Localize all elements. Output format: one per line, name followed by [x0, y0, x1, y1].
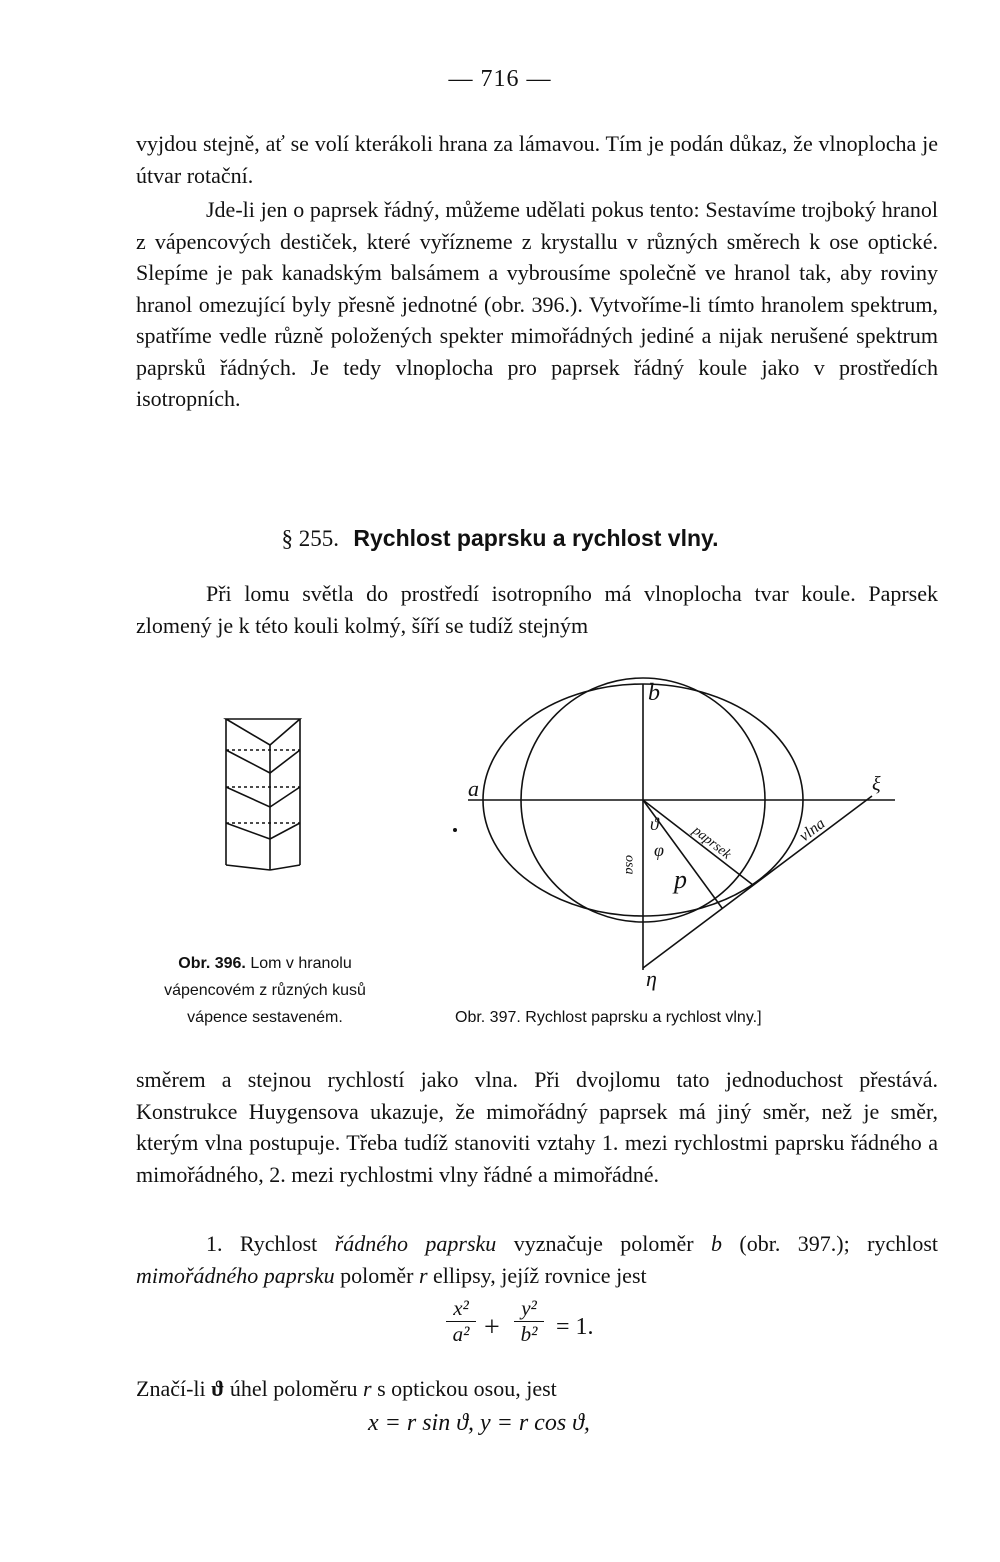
- paragraph-3: Při lomu světla do prostředí isotropního má vlnoplocha tvar koule. Paprsek zlomený je k této kouli kolmý, šíří se tudíž stejným: [136, 581, 938, 638]
- p5-emph-ordinary-ray: řádného paprsku: [334, 1231, 497, 1256]
- label-xi: ξ: [872, 773, 881, 795]
- p5-text-e: (obr. 397.); rychlost: [722, 1231, 938, 1256]
- figure-397-caption: [455, 1004, 915, 1031]
- p6-text-e: s optickou osou, jest: [371, 1376, 557, 1401]
- eq1-den1: a²: [452, 1322, 470, 1346]
- eq1-num1: x²: [453, 1296, 469, 1320]
- page-number: — 716 —: [448, 66, 552, 92]
- equation-polar: x = r sin ϑ, y = r cos ϑ,: [368, 1410, 590, 1436]
- section-heading: [0, 525, 1000, 552]
- paragraph-5: [136, 1228, 938, 1291]
- section-title: Rychlost paprsku a rychlost vlny.: [353, 525, 719, 551]
- label-vlna: vlna: [796, 815, 829, 846]
- figure-396-label: Obr. 396.: [178, 955, 246, 972]
- label-b: b: [648, 680, 660, 706]
- label-eta: η: [646, 966, 657, 991]
- paragraph-1: vyjdou stejně, ať se volí kterákoli hrana za lámavou. Tím je podán důkaz, že vlnoplocha je útvar rotační.: [136, 131, 938, 188]
- paragraph-6: [136, 1373, 938, 1405]
- label-paprsek: paprsek: [689, 823, 734, 863]
- p5-text-i: ellipsy, jejíž rovnice jest: [427, 1262, 647, 1288]
- label-phi: φ: [654, 840, 664, 860]
- p5-text-g: poloměr: [334, 1262, 419, 1288]
- figure-396-caption-text: Lom v hranolu vápencovém z různých kusů vápence sestaveném.: [164, 955, 366, 1026]
- p5-var-r: r: [418, 1262, 428, 1288]
- p6-text-c: úhel poloměru: [224, 1376, 364, 1401]
- paragraph-4: směrem a stejnou rychlostí jako vlna. Při dvojlomu tato jednoduchost přestává. Konstrukce Huygensova ukazuje, že mimořádný paprsek má jiný směr, než je směr, kterým vlna postupuje. Třeba tudíž stanoviti vztahy 1. mezi rychlostmi paprsku řádného a mimořádného, 2. mezi rychlostmi vlny řádné a mimořádné.: [136, 1067, 938, 1187]
- equation-ellipse: [444, 1296, 644, 1364]
- p5-emph-extraordinary-ray: mimořádného paprsku: [136, 1262, 335, 1288]
- dot-marker: [453, 828, 457, 832]
- figure-396-prism: [218, 715, 308, 875]
- p6-theta: ϑ: [211, 1376, 225, 1401]
- label-p: p: [674, 865, 687, 894]
- p6-var-r: r: [363, 1376, 372, 1401]
- figure-397-diagram: [440, 670, 910, 1000]
- p5-text-a: 1. Rychlost: [206, 1231, 335, 1256]
- label-theta: ϑ: [650, 814, 659, 834]
- section-symbol: § 255.: [281, 526, 339, 551]
- figure-396-caption: [134, 950, 396, 1031]
- p5-text-c: vyznačuje poloměr: [496, 1231, 712, 1256]
- figure-397-caption-text: Rychlost paprsku a rychlost vlny.]: [525, 1009, 762, 1026]
- p6-text-a: Značí-li: [136, 1376, 212, 1401]
- label-a: a: [468, 776, 479, 801]
- eq1-plus: +: [484, 1312, 500, 1343]
- figure-397-label: Obr. 397.: [455, 1009, 521, 1026]
- eq1-den2: b²: [520, 1322, 538, 1346]
- p5-var-b: b: [711, 1231, 723, 1256]
- eq1-num2: y²: [521, 1296, 537, 1320]
- eq1-rhs: = 1.: [556, 1314, 594, 1340]
- paragraph-2: Jde-li jen o paprsek řádný, můžeme udělati pokus tento: Sestavíme trojboký hranol z vápencových destiček, které vyřízneme z krystallu v různých směrech k ose optické. Slepíme je pak kanadským balsámem a vybrousíme společně ve hranol tak, aby roviny hranol omezující byly přesně jednotné (obr. 396.). Vytvoříme-li tímto hranolem spektrum, spatříme vedle různě položených spekter mimořádných jediné a nijak nerušené spektrum paprsků řádných. Je tedy vlnoplocha pro paprsek řádný koule jako v prostředích isotropních.: [136, 197, 938, 411]
- label-osa: osa: [622, 855, 637, 875]
